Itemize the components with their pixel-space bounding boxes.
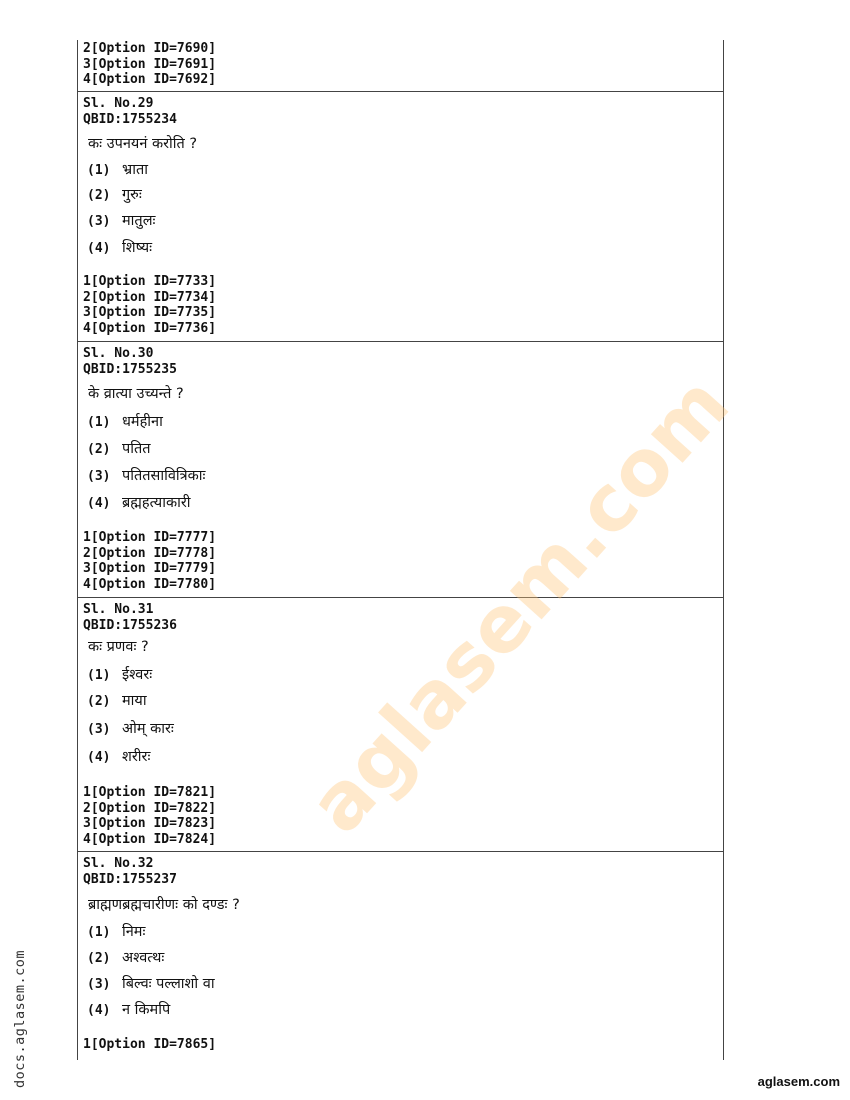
option-id: 2[Option ID=7822] [83, 800, 217, 816]
choice-1 [87, 921, 145, 941]
choice-text: अश्वत्थः [122, 950, 165, 966]
watermark: aglasem.com [292, 359, 747, 851]
question-block-31 [78, 598, 723, 852]
option-id: 1[Option ID=7821] [83, 785, 217, 800]
choice-1 [87, 159, 148, 179]
serial-number: Sl. No.31 [83, 602, 154, 617]
choice-number: (1) [87, 668, 111, 683]
choice-4 [87, 999, 170, 1019]
option-id: 3[Option ID=7691] [83, 56, 217, 72]
choice-text: पतितसावित्रिकाः [122, 468, 206, 484]
choice-text: माया [122, 693, 147, 709]
choice-2 [87, 947, 164, 967]
option-id: 2[Option ID=7734] [83, 289, 217, 305]
choice-number: (1) [87, 415, 111, 430]
option-id: 4[Option ID=7824] [83, 831, 217, 847]
choice-2 [87, 690, 147, 710]
choice-number: (4) [87, 496, 111, 511]
choice-number: (2) [87, 188, 111, 203]
choice-4 [87, 746, 150, 766]
choice-text: शरीरः [122, 749, 151, 765]
question-text: के व्रात्या उच्यन्ते ? [88, 386, 184, 402]
question-sheet [77, 40, 724, 1060]
option-id: 4[Option ID=7692] [83, 72, 217, 87]
qbid: QBID:1755234 [83, 112, 177, 127]
choice-number: (2) [87, 442, 111, 457]
choice-3 [87, 465, 205, 485]
choice-1 [87, 664, 152, 684]
option-id: 1[Option ID=7777] [83, 530, 217, 545]
question-text: ब्राह्मणब्रह्मचारीणः को दण्डः ? [88, 897, 240, 913]
choice-4 [87, 237, 152, 257]
side-url: docs.aglasem.com [12, 949, 28, 1088]
choice-text: न किमपि [122, 1002, 171, 1018]
choice-2 [87, 184, 142, 204]
option-id: 4[Option ID=7780] [83, 576, 217, 592]
serial-number: Sl. No.29 [83, 96, 154, 111]
choice-number: (1) [87, 163, 111, 178]
choice-text: बिल्वः पल्लाशो वा [122, 976, 215, 992]
choice-text: निमः [122, 924, 146, 940]
option-id: 4[Option ID=7736] [83, 320, 217, 336]
question-block-30 [78, 342, 723, 598]
choice-text: मातुलः [122, 213, 156, 229]
choice-number: (1) [87, 925, 111, 940]
continuation-block [78, 40, 723, 92]
footer-brand: aglasem.com [757, 1074, 840, 1089]
choice-text: शिष्यः [122, 240, 153, 256]
choice-text: ईश्वरः [122, 667, 153, 683]
choice-text: ओम् कारः [122, 721, 174, 737]
choice-3 [87, 718, 174, 738]
choice-number: (3) [87, 469, 111, 484]
choice-number: (3) [87, 214, 111, 229]
choice-2 [87, 438, 151, 458]
choice-1 [87, 411, 163, 431]
serial-number: Sl. No.30 [83, 346, 154, 361]
choice-text: ब्रह्महत्याकारी [122, 495, 191, 511]
option-id: 2[Option ID=7690] [83, 41, 217, 56]
choice-number: (2) [87, 694, 111, 709]
question-text: कः उपनयनं करोति ? [88, 136, 198, 152]
question-text: कः प्रणवः ? [88, 639, 149, 655]
choice-number: (4) [87, 750, 111, 765]
choice-4 [87, 492, 191, 512]
choice-number: (4) [87, 1003, 111, 1018]
choice-3 [87, 973, 215, 993]
option-id: 3[Option ID=7779] [83, 561, 217, 576]
choice-number: (3) [87, 977, 111, 992]
option-id: 3[Option ID=7735] [83, 305, 217, 320]
qbid: QBID:1755236 [83, 618, 177, 633]
choice-number: (2) [87, 951, 111, 966]
choice-text: पतित [122, 441, 151, 457]
option-id: 3[Option ID=7823] [83, 816, 217, 831]
option-id: 1[Option ID=7865] [83, 1037, 217, 1052]
option-id: 1[Option ID=7733] [83, 274, 217, 289]
choice-3 [87, 210, 155, 230]
choice-text: भ्राता [122, 162, 148, 178]
qbid: QBID:1755235 [83, 362, 177, 377]
choice-number: (4) [87, 241, 111, 256]
option-id: 2[Option ID=7778] [83, 545, 217, 561]
serial-number: Sl. No.32 [83, 856, 154, 871]
question-block-29 [78, 92, 723, 342]
choice-text: गुरुः [122, 187, 142, 203]
question-block-32 [78, 852, 723, 1060]
qbid: QBID:1755237 [83, 872, 177, 887]
choice-number: (3) [87, 722, 111, 737]
choice-text: धर्महीना [122, 414, 163, 430]
